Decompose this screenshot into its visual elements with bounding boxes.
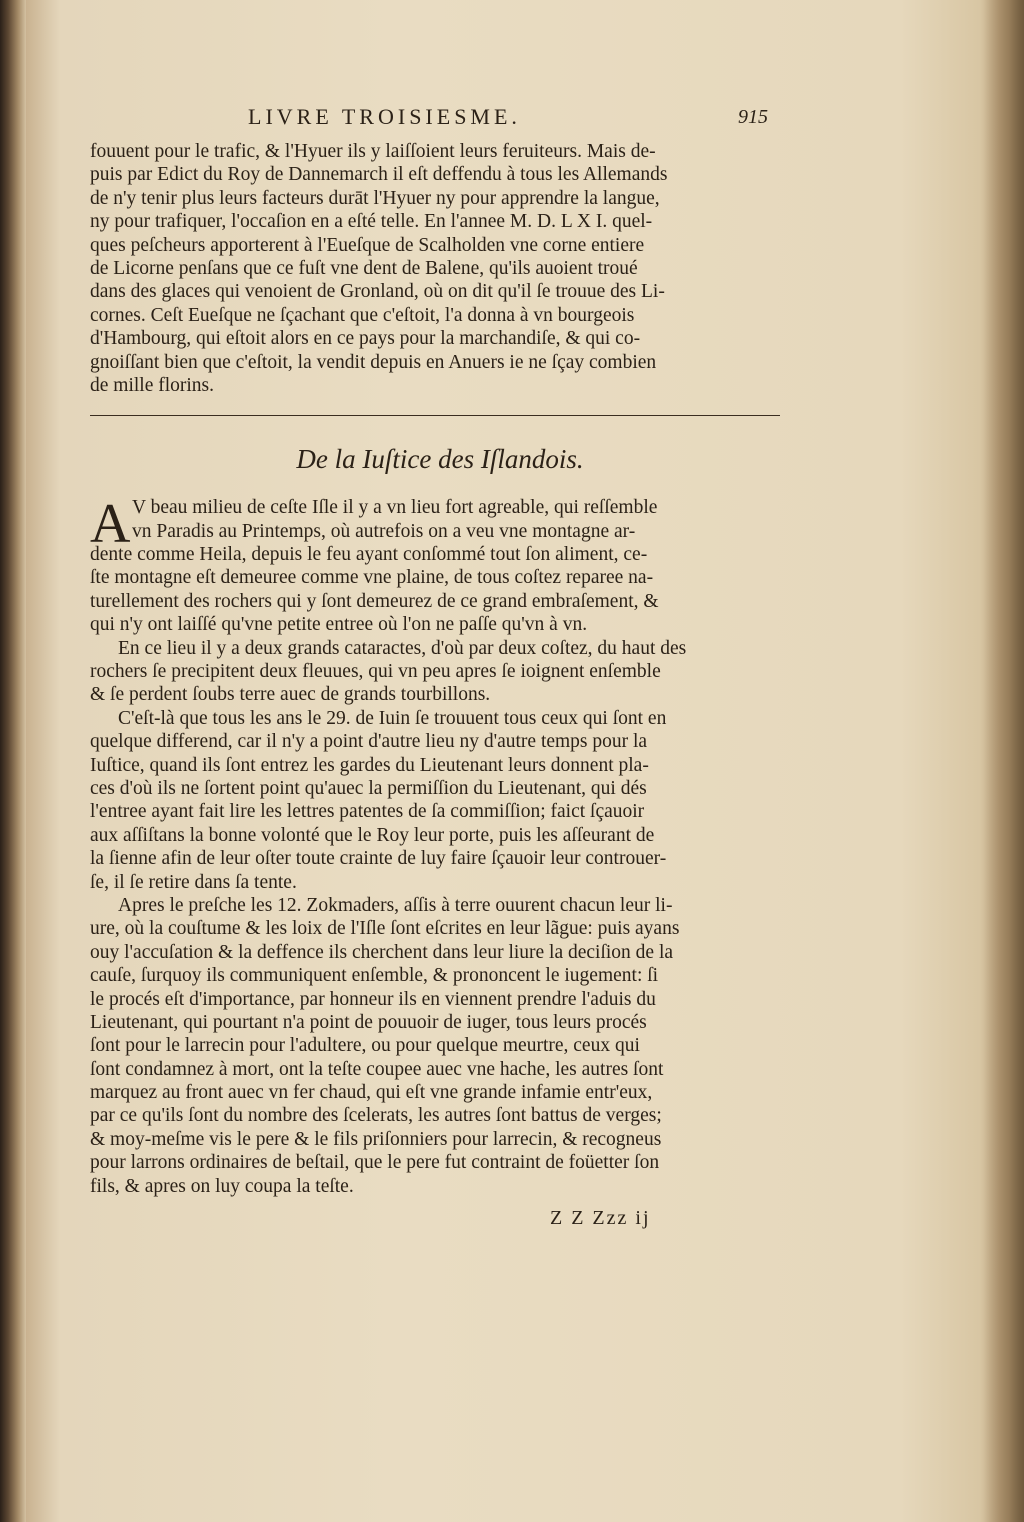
text-line: & moy-meſme vis le pere & le fils priſonniers pour larrecin, & recogneus xyxy=(90,1128,662,1150)
text-line: ouy l'accuſation & la deffence ils cherchent dans leur liure la deciſion de la xyxy=(90,941,674,963)
text-line: de mille florins. xyxy=(90,374,215,396)
book-gutter xyxy=(0,0,26,1522)
paragraph-3 xyxy=(90,707,790,894)
text-line: ny pour trafiquer, l'occaſion en a eſté telle. En l'annee M. D. L X I. quel- xyxy=(90,211,653,233)
text-line: Iuſtice, quand ils ſont entrez les gardes du Lieutenant leurs donnent pla- xyxy=(90,754,649,776)
drop-cap: A xyxy=(90,493,131,556)
page-edge xyxy=(984,0,1024,1522)
section-divider xyxy=(90,415,780,416)
text-line: pour larrons ordinaires de beſtail, que le pere fut contraint de foüetter ſon xyxy=(90,1152,660,1174)
text-line: & ſe perdent ſoubs terre auec de grands tourbillons. xyxy=(90,684,491,706)
text-line: de Licorne penſans que ce fuſt vne dent de Balene, qu'ils auoient troué xyxy=(90,257,638,279)
text-line: ure, où la couſtume & les loix de l'Iſle ſont eſcrites en leur lãgue: puis ayans xyxy=(90,918,680,940)
section-heading: De la Iuſtice des Iſlandois. xyxy=(296,444,584,475)
text-line: gnoiſſant bien que c'eſtoit, la vendit depuis en Anuers ie ne ſçay combien xyxy=(90,351,657,373)
text-line: V beau milieu de ceſte Iſle il y a vn lieu fort agreable, qui reſſemble xyxy=(132,497,658,519)
text-line: Apres le preſche les 12. Zokmaders, aſſis à terre ouurent chacun leur li- xyxy=(118,894,673,916)
continued-text-block xyxy=(90,140,790,397)
text-line: quelque differend, car il n'y a point d'autre lieu ny d'autre temps pour la xyxy=(90,731,648,753)
text-line: fouuent pour le trafic, & l'Hyuer ils y laiſſoient leurs feruiteurs. Mais de- xyxy=(90,141,656,162)
text-line: ces d'où ils ne ſortent point qu'auec la permiſſion du Lieutenant, qui dés xyxy=(90,777,647,799)
text-line: aux aſſiſtans la bonne volonté que le Roy leur porte, puis les aſſeurant de xyxy=(90,824,655,846)
text-line: fils, & apres on luy coupa la teſte. xyxy=(90,1175,354,1197)
text-line: par ce qu'ils ſont du nombre des ſcelerats, les autres ſont battus de verges; xyxy=(90,1105,662,1127)
text-line: Lieutenant, qui pourtant n'a point de pouuoir de iuger, tous leurs procés xyxy=(90,1011,647,1033)
text-line: qui n'y ont laiſſé qu'vne petite entree où l'on ne paſſe qu'vn à vn. xyxy=(90,614,588,636)
text-line: En ce lieu il y a deux grands cataractes, d'où par deux coſtez, du haut des xyxy=(118,637,687,659)
running-head xyxy=(90,100,790,140)
text-line: ſont condamnez à mort, ont la teſte coupee auec vne hache, les autres ſont xyxy=(90,1058,664,1080)
text-line: ſe, il ſe retire dans ſa tente. xyxy=(90,871,297,893)
text-line: C'eſt-là que tous les ans le 29. de Iuin ſe trouuent tous ceux qui ſont en xyxy=(118,707,667,729)
text-line: dans des glaces qui venoient de Gronland, où on dit qu'il ſe trouue des Li- xyxy=(90,281,665,303)
text-line: ſont pour le larrecin pour l'adultere, ou pour quelque meurtre, ceux qui xyxy=(90,1035,640,1057)
text-line: vn Paradis au Printemps, où autrefois on a veu vne montagne ar- xyxy=(132,520,636,542)
text-line: l'entree ayant fait lire les lettres patentes de ſa commiſſion; faict ſçauoir xyxy=(90,801,645,823)
text-line: d'Hambourg, qui eſtoit alors en ce pays pour la marchandiſe, & qui co- xyxy=(90,328,641,350)
text-line: ques peſcheurs apporterent à l'Eueſque de Scalholden vne corne entiere xyxy=(90,234,645,256)
folio-number: 915 xyxy=(738,106,768,128)
text-line: la ſienne afin de leur oſter toute crainte de luy faire ſçauoir leur controuer- xyxy=(90,848,667,870)
running-title: LIVRE TROISIESME. xyxy=(248,104,521,129)
text-line: ſte montagne eſt demeuree comme vne plaine, de tous coſtez reparee na- xyxy=(90,567,654,589)
paragraph-2 xyxy=(90,637,790,707)
signature-mark: Z Z Zzz ij xyxy=(550,1207,651,1230)
text-line: cornes. Ceſt Eueſque ne ſçachant que c'eſtoit, l'a donna à vn bourgeois xyxy=(90,304,635,326)
text-line: dente comme Heila, depuis le feu ayant conſommé tout ſon aliment, ce- xyxy=(90,544,648,566)
text-line: cauſe, ſurquoy ils communiquent enſemble, & prononcent le iugement: ſi xyxy=(90,965,659,987)
text-line: marquez au front auec vn fer chaud, qui eſt vne grande infamie entr'eux, xyxy=(90,1082,653,1104)
first-paragraph xyxy=(90,493,790,636)
printed-page xyxy=(90,100,790,1232)
paragraph-4 xyxy=(90,894,790,1198)
text-line: puis par Edict du Roy de Dannemarch il eſt deffendu à tous les Allemands xyxy=(90,164,668,186)
text-line: le procés eſt d'importance, par honneur ils en viennent prendre l'aduis du xyxy=(90,988,656,1010)
text-line: turellement des rochers qui y ſont demeurez de ce grand embraſement, & xyxy=(90,590,659,612)
text-line: rochers ſe precipitent deux fleuues, qui vn peu apres ſe ioignent enſemble xyxy=(90,661,661,683)
text-line: de n'y tenir plus leurs facteurs durāt l'Hyuer ny pour apprendre la langue, xyxy=(90,187,660,209)
